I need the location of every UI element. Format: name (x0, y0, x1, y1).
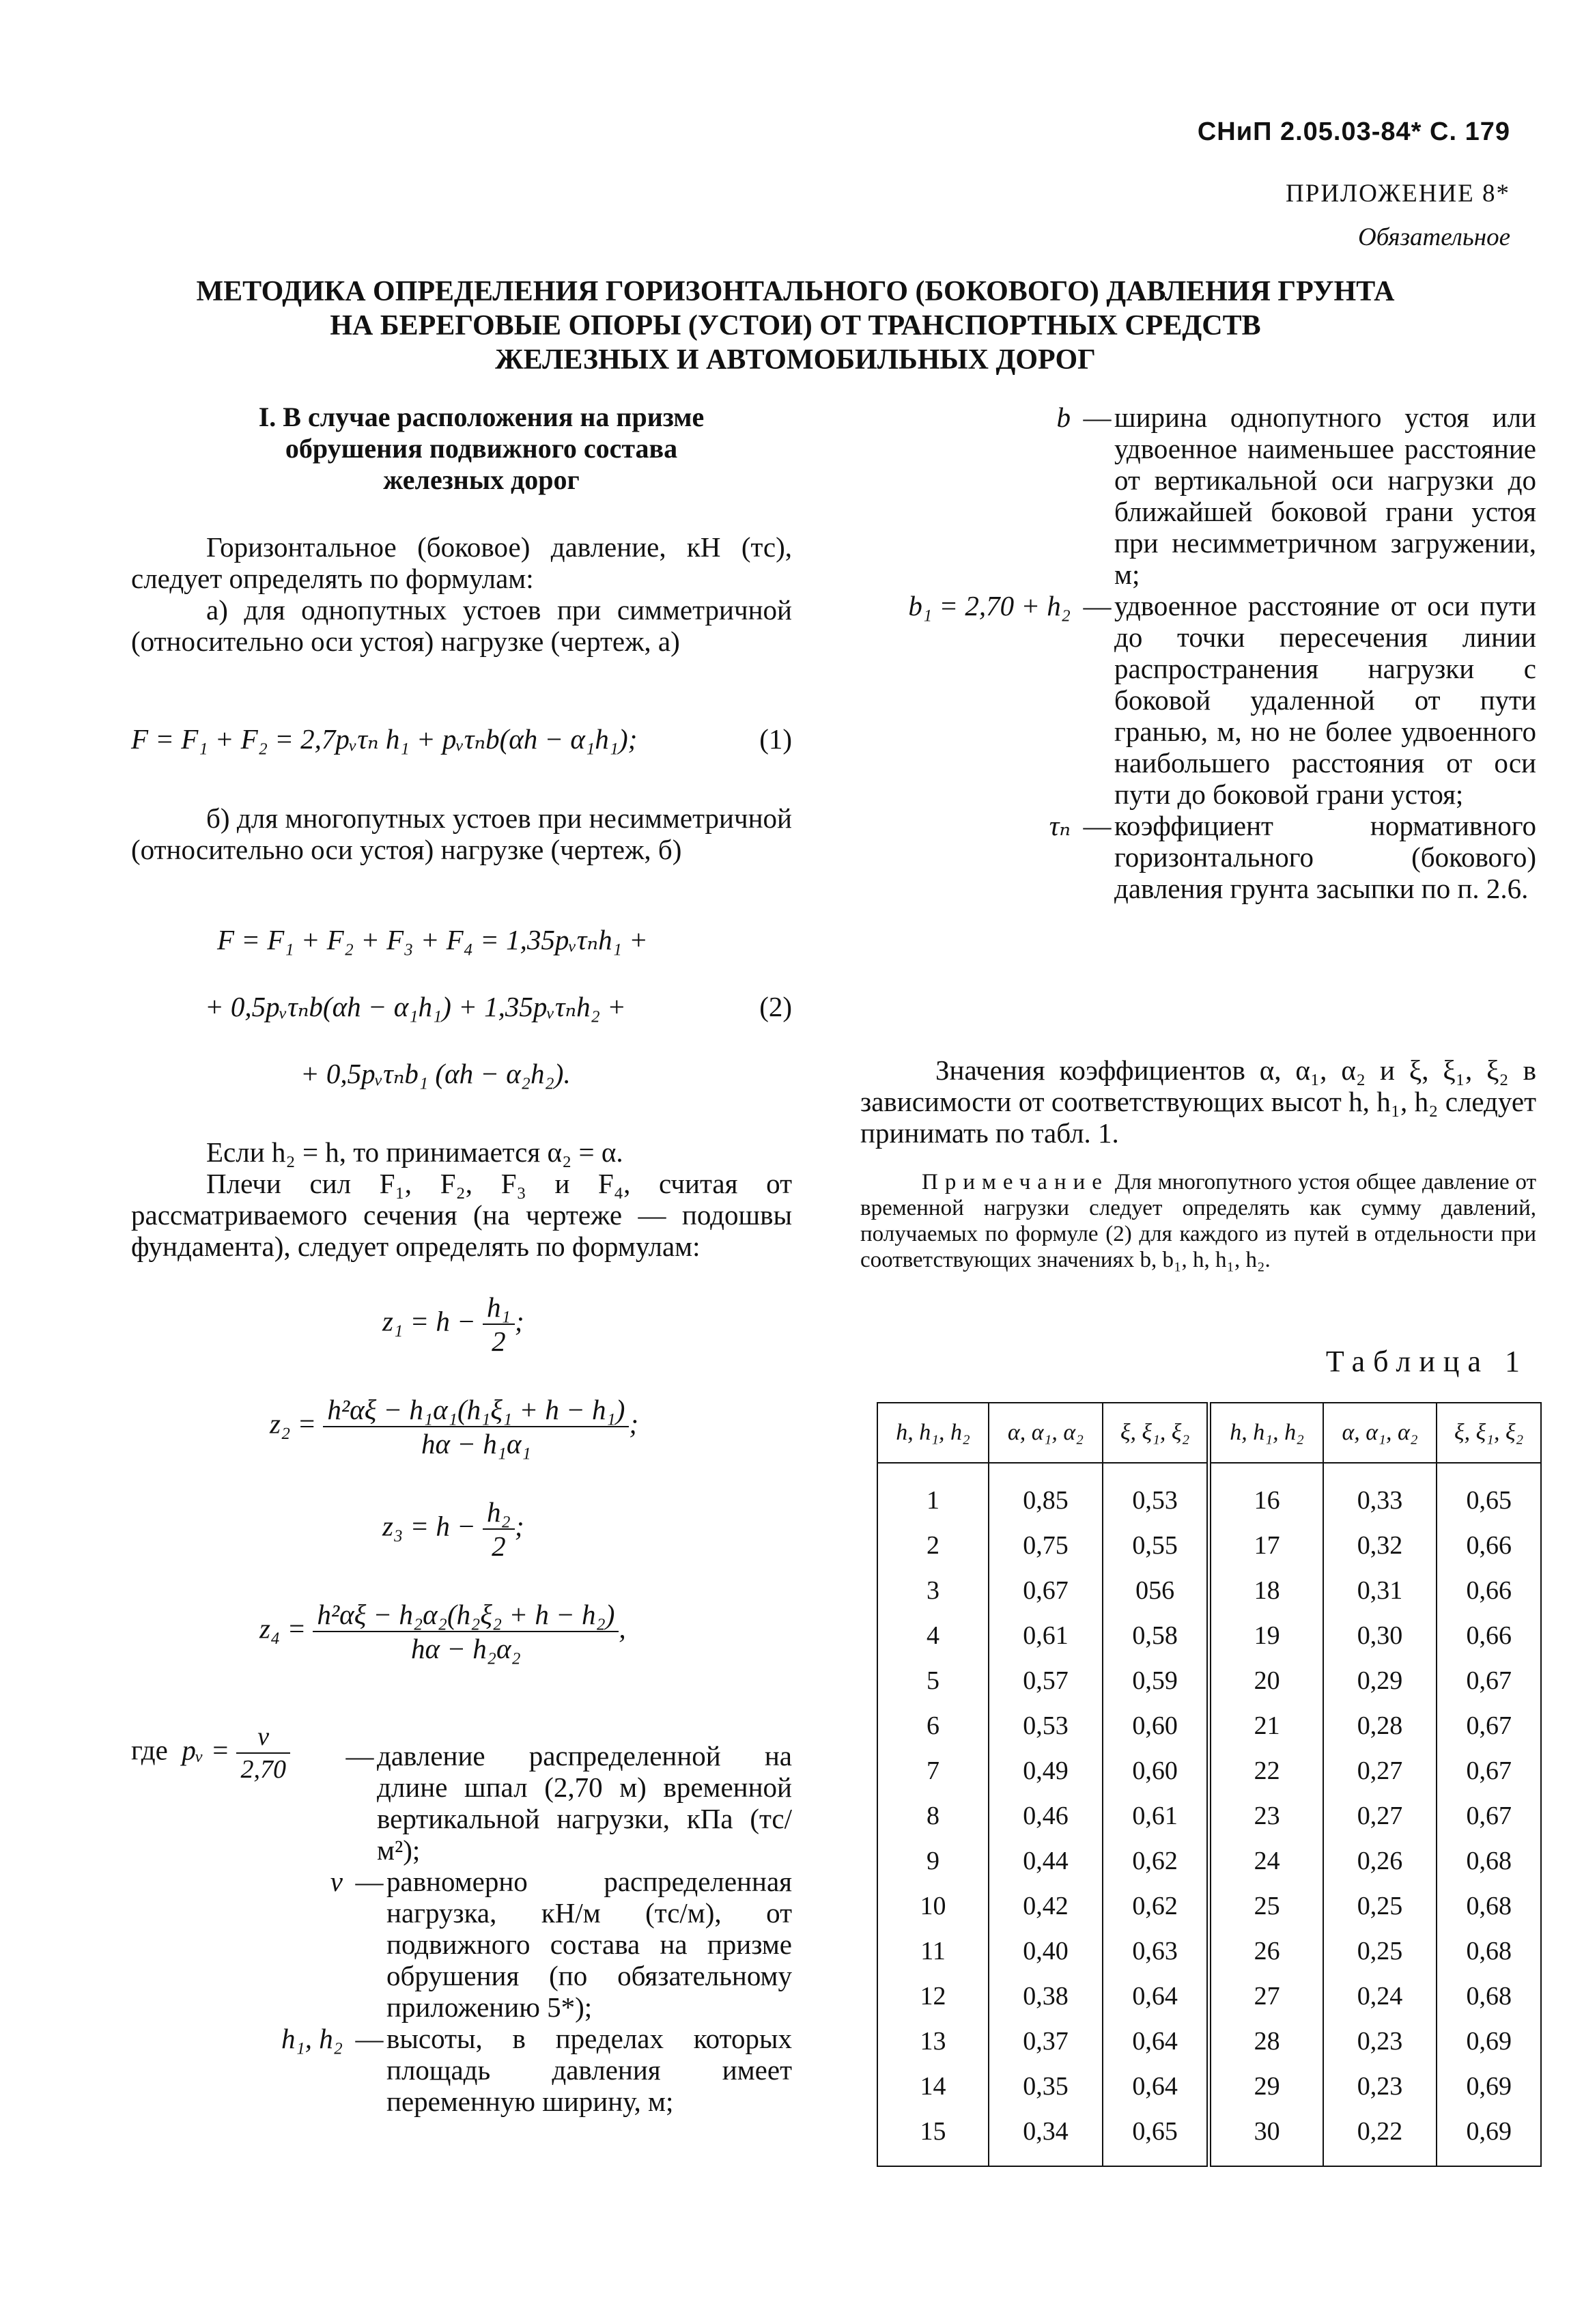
paragraph: Горизонтальное (боковое) давление, кН (тс), следует определять по формулам: (131, 531, 792, 594)
appendix-status: Обязательное (1357, 223, 1510, 251)
table-cell: 22 (1209, 1748, 1323, 1793)
table-cell: 0,29 (1323, 1658, 1437, 1703)
table-row (877, 1568, 1541, 1613)
table-cell: 0,65 (1103, 2109, 1209, 2166)
table-row (877, 1884, 1541, 1929)
table-cell: 056 (1103, 1568, 1209, 1613)
definition-text: давление распределенной на длине шпал (2,70 м) временной вертикальной нагрузки, кПа (тс/м²); (377, 1740, 792, 1866)
table-cell: 0,57 (989, 1658, 1103, 1703)
table-row (877, 1793, 1541, 1838)
table-cell: 0,27 (1323, 1793, 1437, 1838)
formula-2-line-1: F = F₁ + F₂ + F₃ + F₄ = 1,35pᵥτₙh₁ + (217, 924, 648, 955)
formula-1: F = F₁ + F₂ = 2,7pᵥτₙ h₁ + pᵥτₙb(αh − α₁h₁); (131, 723, 638, 755)
title-line: НА БЕРЕГОВЫЕ ОПОРЫ (УСТОИ) ОТ ТРАНСПОРТНЫХ СРЕДСТВ (330, 310, 1261, 341)
table-cell: 0,66 (1437, 1568, 1541, 1613)
table-cell: 0,62 (1103, 1838, 1209, 1884)
table-cell: 24 (1209, 1838, 1323, 1884)
table-cell: 10 (877, 1884, 989, 1929)
paragraph: Значения коэффициентов α, α₁, α₂ и ξ, ξ₁, ξ₂ в зависимости от соответствующих высот h, h₁, h₂ следует принимать по табл. 1. (860, 1054, 1536, 1149)
table-row (877, 2064, 1541, 2109)
definition-symbol: b₁ = 2,70 + h₂ (908, 590, 1071, 621)
table-cell: 0,31 (1323, 1568, 1437, 1613)
document-title (102, 275, 1488, 377)
table-cell: 0,65 (1437, 1463, 1541, 1523)
column-header: h, h₁, h₂ (877, 1403, 989, 1463)
definition-symbol: b (1056, 402, 1071, 433)
table-cell: 0,64 (1103, 2019, 1209, 2064)
paragraph: б) для многопутных устоев при несимметричной (относительно оси устоя) нагрузке (чертеж, б) (131, 802, 792, 865)
table-cell: 12 (877, 1974, 989, 2019)
table-cell: 0,64 (1103, 2064, 1209, 2109)
table-cell: 25 (1209, 1884, 1323, 1929)
table-cell: 0,38 (989, 1974, 1103, 2019)
pv-formula: где pᵥ = $\frac{v}{2,70}$ (131, 1721, 343, 1866)
table-cell: 0,67 (989, 1568, 1103, 1613)
table-cell: 0,67 (1437, 1703, 1541, 1748)
table-row (877, 1523, 1541, 1568)
table-cell: 0,69 (1437, 2019, 1541, 2064)
table-cell: 0,67 (1437, 1793, 1541, 1838)
formula-z3: z₃ = h − $\frac{\text{h₂}}{2}$ ; (382, 1496, 524, 1562)
table-cell: 18 (1209, 1568, 1323, 1613)
table-row (877, 1974, 1541, 2019)
table-cell: 0,53 (989, 1703, 1103, 1748)
table-header-row (877, 1403, 1541, 1463)
table-cell: 26 (1209, 1929, 1323, 1974)
right-definitions (838, 402, 1536, 904)
formula-z2: z₂ = $\frac{\text{h²αξ − h₁α₁(h₁ξ₁ + h − h₁)}}{\text{hα − h₁α₁}}$ ; (270, 1394, 639, 1459)
table-cell: 0,32 (1323, 1523, 1437, 1568)
table-cell: 0,26 (1323, 1838, 1437, 1884)
paragraph: а) для однопутных устоев при симметричной (относительно оси устоя) нагрузке (чертеж, а) (131, 594, 792, 657)
coefficient-paragraph (860, 1054, 1536, 1149)
section-heading-line: железных дорог (383, 464, 580, 495)
table-row (877, 1748, 1541, 1793)
table-cell: 0,40 (989, 1929, 1103, 1974)
table-cell: 0,69 (1437, 2109, 1541, 2166)
table-row (877, 2109, 1541, 2166)
definition-text: коэффициент нормативного горизонтального (бокового) давления грунта засыпки по п. 2.6. (1114, 810, 1536, 904)
definition-b: b — ширина однопутного устоя или удвоенное наименьшее расстояние от вертикальной оси нагрузки до ближайшей боковой грани устоя при несимметричном загружении, м; (838, 402, 1536, 590)
column-header: ξ, ξ₁, ξ₂ (1103, 1403, 1209, 1463)
table-cell: 0,64 (1103, 1974, 1209, 2019)
table-cell: 0,30 (1323, 1613, 1437, 1658)
paragraph: Если h₂ = h, то принимается α₂ = α. (206, 1136, 623, 1168)
section-heading-line: I. В случае расположения на призме (258, 402, 705, 432)
table-cell: 1 (877, 1463, 989, 1523)
left-intro (131, 531, 792, 657)
table-cell: 0,34 (989, 2109, 1103, 2166)
definition-symbol: τₙ (1049, 810, 1071, 841)
definition-symbol: v (330, 1866, 343, 1897)
table-cell: 13 (877, 2019, 989, 2064)
table-cell: 29 (1209, 2064, 1323, 2109)
table-cell: 28 (1209, 2019, 1323, 2064)
appendix-label: ПРИЛОЖЕНИЕ 8* (1286, 180, 1510, 208)
definition-text: ширина однопутного устоя или удвоенное наименьшее расстояние от вертикальной оси нагрузки до ближайшей боковой грани устоя при несимметричном загружении, м; (1114, 402, 1536, 590)
table-cell: 0,68 (1437, 1929, 1541, 1974)
section-heading (157, 402, 806, 496)
title-line: ЖЕЛЕЗНЫХ И АВТОМОБИЛЬНЫХ ДОРОГ (495, 344, 1096, 376)
table-row (877, 1929, 1541, 1974)
table-cell: 0,60 (1103, 1703, 1209, 1748)
table-row (877, 1658, 1541, 1703)
table-cell: 23 (1209, 1793, 1323, 1838)
formula-z1: z₁ = h − $\frac{\text{h₁}}{2}$ ; (382, 1291, 524, 1357)
table-cell: 14 (877, 2064, 989, 2109)
table-cell: 0,68 (1437, 1974, 1541, 2019)
definition-pv: где pᵥ = $\frac{v}{2,70}$ — давление распределенной на длине шпал (2,70 м) временной вертикальной нагрузки, кПа (тс/м²); (131, 1722, 792, 1866)
definition-text: удвоенное расстояние от оси пути до точки пересечения линии распространения нагрузки с боковой удаленной от пути гранью, м, но не более удвоенного наибольшего расстояния от оси пути до боковой грани устоя; (1114, 590, 1536, 810)
definition-b1: b₁ = 2,70 + h₂ — удвоенное расстояние от оси пути до точки пересечения линии распространения нагрузки с боковой удаленной от пути гранью, м, но не более удвоенного наибольшего расстояния от оси пути до боковой грани устоя; (838, 590, 1536, 810)
note (860, 1169, 1536, 1273)
table-cell: 0,24 (1323, 1974, 1437, 2019)
table-cell: 0,28 (1323, 1703, 1437, 1748)
note-label: Примечание (922, 1170, 1109, 1194)
formula-2-line-2: + 0,5pᵥτₙb(αh − α₁h₁) + 1,35pᵥτₙh₂ + (205, 991, 626, 1022)
table-row (877, 1838, 1541, 1884)
column-header: α, α₁, α₂ (989, 1403, 1103, 1463)
table-cell: 0,58 (1103, 1613, 1209, 1658)
table-cell: 21 (1209, 1703, 1323, 1748)
table-cell: 0,46 (989, 1793, 1103, 1838)
page-header-ref: СНиП 2.05.03-84* С. 179 (1197, 117, 1510, 146)
definition-text: высоты, в пределах которых площадь давления имеет переменную ширину, м; (386, 2023, 792, 2117)
definition-symbol: h₁, h₂ (281, 2023, 343, 2054)
table-cell: 0,53 (1103, 1463, 1209, 1523)
table-row (877, 2019, 1541, 2064)
table-cell: 0,22 (1323, 2109, 1437, 2166)
table-cell: 17 (1209, 1523, 1323, 1568)
table-cell: 0,61 (1103, 1793, 1209, 1838)
table-cell: 11 (877, 1929, 989, 1974)
formula-2-number: (2) (759, 991, 792, 1022)
table-row (877, 1703, 1541, 1748)
table-cell: 0,37 (989, 2019, 1103, 2064)
table-cell: 20 (1209, 1658, 1323, 1703)
table-cell: 0,62 (1103, 1884, 1209, 1929)
table-cell: 8 (877, 1793, 989, 1838)
table-cell: 30 (1209, 2109, 1323, 2166)
table-cell: 0,63 (1103, 1929, 1209, 1974)
table-cell: 16 (1209, 1463, 1323, 1523)
table-cell: 0,25 (1323, 1929, 1437, 1974)
formula-1-number: (1) (759, 723, 792, 755)
table-cell: 0,67 (1437, 1658, 1541, 1703)
left-para-b (131, 802, 792, 865)
table-cell: 0,59 (1103, 1658, 1209, 1703)
table-cell: 27 (1209, 1974, 1323, 2019)
table-cell: 0,85 (989, 1463, 1103, 1523)
column-header: α, α₁, α₂ (1323, 1403, 1437, 1463)
table-cell: 0,27 (1323, 1748, 1437, 1793)
table-cell: 0,35 (989, 2064, 1103, 2109)
table-cell: 0,69 (1437, 2064, 1541, 2109)
table-cell: 6 (877, 1703, 989, 1748)
table-cell: 0,44 (989, 1838, 1103, 1884)
left-para-c (131, 1136, 792, 1262)
table-row (877, 1463, 1541, 1523)
table-cell: 0,55 (1103, 1523, 1209, 1568)
table-cell: 0,68 (1437, 1884, 1541, 1929)
definition-tau: τₙ — коэффициент нормативного горизонтального (бокового) давления грунта засыпки по п. 2.6. (838, 810, 1536, 904)
table-cell: 7 (877, 1748, 989, 1793)
table-cell: 0,23 (1323, 2064, 1437, 2109)
table-cell: 0,23 (1323, 2019, 1437, 2064)
coefficient-table (877, 1402, 1542, 2167)
table-cell: 0,60 (1103, 1748, 1209, 1793)
formula-2-line-3: + 0,5pᵥτₙb₁ (αh − α₂h₂). (300, 1058, 571, 1089)
table-cell: 0,49 (989, 1748, 1103, 1793)
definition-text: равномерно распределенная нагрузка, кН/м (тс/м), от подвижного состава на призме обрушения (по обязательному приложению 5*); (386, 1866, 792, 2023)
table-cell: 0,25 (1323, 1884, 1437, 1929)
table-cell: 0,75 (989, 1523, 1103, 1568)
title-line: МЕТОДИКА ОПРЕДЕЛЕНИЯ ГОРИЗОНТАЛЬНОГО (БОКОВОГО) ДАВЛЕНИЯ ГРУНТА (196, 276, 1395, 307)
table-cell: 19 (1209, 1613, 1323, 1658)
table-cell: 5 (877, 1658, 989, 1703)
note-text: Для многопутного устоя общее давление от временной нагрузки следует определять как сумму давлений, получаемых по формуле (2) для каждого из путей в отдельности при соответствующих значениях b, b₁, h, h₁, h₂. (860, 1170, 1537, 1272)
table-row (877, 1613, 1541, 1658)
column-header: ξ, ξ₁, ξ₂ (1437, 1403, 1541, 1463)
paragraph: Плечи сил F₁, F₂, F₃ и F₄, считая от рассматриваемого сечения (на чертеже — подошвы фундамента), следует определять по формулам: (131, 1168, 792, 1262)
table-cell: 0,66 (1437, 1613, 1541, 1658)
section-heading-line: обрушения подвижного состава (285, 433, 678, 464)
table-caption: Таблица 1 (1325, 1345, 1528, 1378)
table-cell: 0,42 (989, 1884, 1103, 1929)
table-cell: 15 (877, 2109, 989, 2166)
definition-v: v — равномерно распределенная нагрузка, кН/м (тс/м), от подвижного состава на призме обрушения (по обязательному приложению 5*); (131, 1866, 792, 2023)
table-cell: 3 (877, 1568, 989, 1613)
table-cell: 0,33 (1323, 1463, 1437, 1523)
table-cell: 2 (877, 1523, 989, 1568)
table-cell: 4 (877, 1613, 989, 1658)
left-definitions (131, 1721, 792, 2117)
formula-z4: z₄ = $\frac{\text{h²αξ − h₂α₂(h₂ξ₂ + h − h₂)}}{\text{hα − h₂α₂}}$ , (259, 1599, 626, 1664)
table-cell: 9 (877, 1838, 989, 1884)
definition-h1h2: h₁, h₂ — высоты, в пределах которых площадь давления имеет переменную ширину, м; (131, 2023, 792, 2117)
table-cell: 0,68 (1437, 1838, 1541, 1884)
table-cell: 0,61 (989, 1613, 1103, 1658)
table-cell: 0,66 (1437, 1523, 1541, 1568)
table-cell: 0,67 (1437, 1748, 1541, 1793)
column-header: h, h₁, h₂ (1209, 1403, 1323, 1463)
